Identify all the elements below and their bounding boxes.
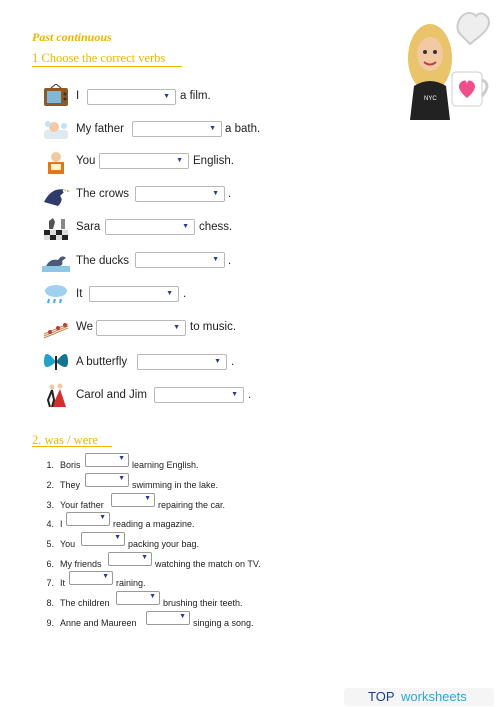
bath-icon <box>42 118 70 142</box>
section-1-heading: 1 Choose the correct verbs <box>32 51 166 65</box>
chevron-down-icon: ▼ <box>141 554 148 561</box>
was-were-dropdown[interactable] <box>85 453 129 467</box>
item-number: 1. <box>46 460 54 470</box>
chess-icon <box>42 216 70 240</box>
chevron-down-icon: ▼ <box>231 391 238 398</box>
was-were-dropdown[interactable] <box>146 611 190 625</box>
sentence-end: a film. <box>180 90 211 102</box>
verb-dropdown[interactable] <box>135 186 225 202</box>
sentence-end: . <box>248 389 252 401</box>
sentence-end: . <box>231 356 235 368</box>
chevron-down-icon: ▼ <box>173 324 180 331</box>
chevron-down-icon: ▼ <box>179 613 186 620</box>
section-1-underline <box>32 66 182 67</box>
verb-dropdown[interactable] <box>89 286 179 302</box>
sentence-end: . <box>228 255 232 267</box>
sentence-end: a bath. <box>225 123 261 135</box>
sentence-start: You <box>76 155 96 167</box>
avatar-with-mug-illustration <box>402 8 498 120</box>
item-number: 2. <box>46 480 54 490</box>
chevron-down-icon: ▼ <box>149 593 156 600</box>
sentence-end: chess. <box>199 221 233 233</box>
sentence-end: to music. <box>190 321 237 333</box>
was-were-dropdown[interactable] <box>69 571 113 585</box>
verb-dropdown[interactable] <box>137 354 227 370</box>
sentence-start: Carol and Jim <box>76 389 147 401</box>
verb-dropdown[interactable] <box>132 121 222 137</box>
rain-cloud-icon <box>42 283 70 307</box>
chevron-down-icon: ▼ <box>212 256 219 263</box>
sentence-start: Your father <box>60 500 104 510</box>
chevron-down-icon: ▼ <box>102 573 109 580</box>
was-were-dropdown[interactable] <box>116 591 160 605</box>
sentence-start: You <box>60 539 76 549</box>
sentence-start: Sara <box>76 221 101 233</box>
sentence-start: I <box>60 519 63 529</box>
chevron-down-icon: ▼ <box>118 475 125 482</box>
chevron-down-icon: ▼ <box>99 514 106 521</box>
book-reading-icon <box>42 151 70 175</box>
chevron-down-icon: ▼ <box>212 190 219 197</box>
chevron-down-icon: ▼ <box>182 223 189 230</box>
item-number: 8. <box>46 598 54 608</box>
sentence-start: It <box>60 578 66 588</box>
sentence-start: The ducks <box>76 255 130 267</box>
crow-icon <box>42 184 70 208</box>
verb-dropdown[interactable] <box>99 153 189 169</box>
sentence-end: watching the match on TV. <box>155 559 261 569</box>
was-were-dropdown[interactable] <box>85 473 129 487</box>
sentence-end: learning English. <box>132 460 199 470</box>
was-were-dropdown[interactable] <box>81 532 125 546</box>
item-number: 6. <box>46 559 54 569</box>
verb-dropdown[interactable] <box>135 252 225 268</box>
item-number: 3. <box>46 500 54 510</box>
chevron-down-icon: ▼ <box>144 495 151 502</box>
chevron-down-icon: ▼ <box>114 534 121 541</box>
item-number: 7. <box>46 578 54 588</box>
section-2-heading: 2. was / were <box>32 433 98 447</box>
verb-dropdown[interactable] <box>105 219 195 235</box>
chevron-down-icon: ▼ <box>214 358 221 365</box>
was-were-dropdown[interactable] <box>66 512 110 526</box>
sentence-start: Anne and Maureen <box>60 618 137 628</box>
chevron-down-icon: ▼ <box>118 455 125 462</box>
sentence-end: brushing their teeth. <box>163 598 243 608</box>
music-notes-icon <box>42 316 70 340</box>
sentence-start: They <box>60 480 81 490</box>
page-title: Past continuous <box>32 30 112 44</box>
dancing-couple-icon <box>42 383 70 407</box>
butterfly-icon <box>42 350 70 374</box>
brand-logo-worksheets: worksheets <box>401 689 467 704</box>
section-2-underline <box>32 446 112 447</box>
tv-icon <box>42 84 70 108</box>
sentence-end: reading a magazine. <box>113 519 195 529</box>
sentence-start: We <box>76 321 94 333</box>
verb-dropdown[interactable] <box>154 387 244 403</box>
sentence-start: A butterfly <box>76 356 128 368</box>
verb-dropdown[interactable] <box>87 89 176 105</box>
duck-icon <box>42 250 70 274</box>
sentence-end: swimming in the lake. <box>132 480 219 490</box>
verb-dropdown[interactable] <box>96 320 186 336</box>
sentence-end: . <box>228 188 232 200</box>
item-number: 4. <box>46 519 54 529</box>
sentence-end: repairing the car. <box>158 500 226 510</box>
sentence-start: The crows <box>76 188 130 200</box>
sentence-end: singing a song. <box>193 618 254 628</box>
item-number: 9. <box>46 618 54 628</box>
sentence-start: It <box>76 288 83 300</box>
was-were-dropdown[interactable] <box>108 552 152 566</box>
chevron-down-icon: ▼ <box>209 125 216 132</box>
chevron-down-icon: ▼ <box>176 157 183 164</box>
was-were-dropdown[interactable] <box>111 493 155 507</box>
chevron-down-icon: ▼ <box>163 93 170 100</box>
sentence-start: My father <box>76 123 124 135</box>
sentence-start: My friends <box>60 559 102 569</box>
sentence-end: English. <box>193 155 234 167</box>
sentence-end: packing your bag. <box>128 539 200 549</box>
brand-logo-top: TOP <box>368 689 395 704</box>
sentence-start: Boris <box>60 460 81 470</box>
sentence-start: I <box>76 90 80 102</box>
sentence-start: The children <box>60 598 110 608</box>
item-number: 5. <box>46 539 54 549</box>
sentence-end: raining. <box>116 578 146 588</box>
chevron-down-icon: ▼ <box>166 290 173 297</box>
svg-text:NYC: NYC <box>424 96 437 102</box>
sentence-end: . <box>183 288 187 300</box>
